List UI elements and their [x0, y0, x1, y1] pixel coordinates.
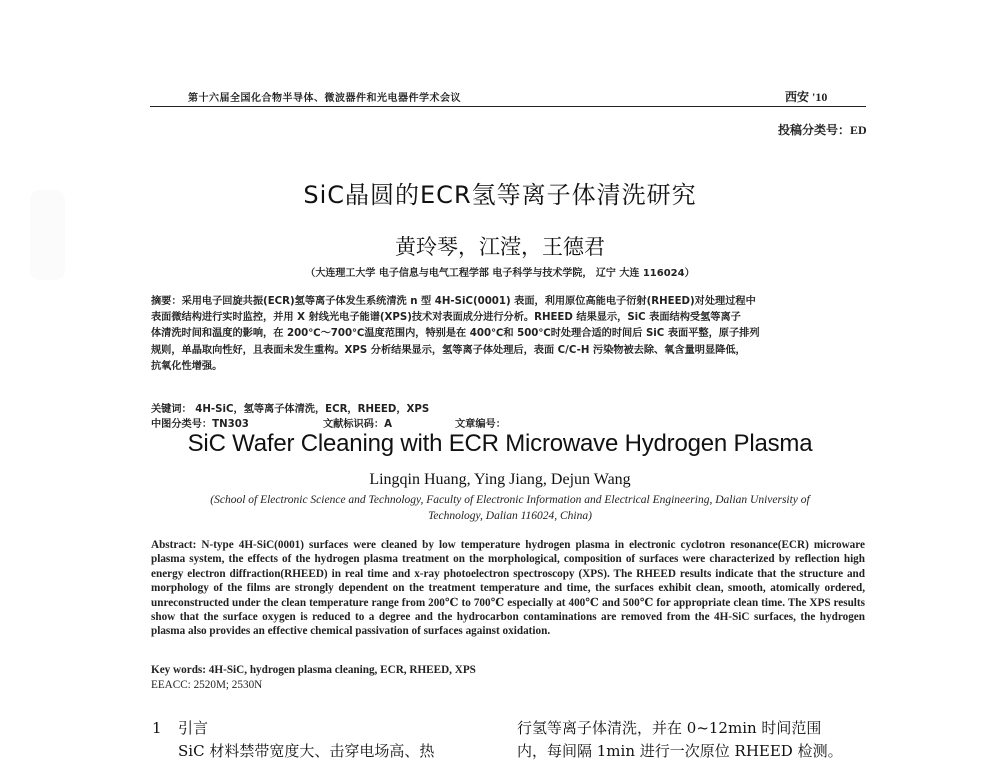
english-affiliation: (School of Electronic Science and Technology, Faculty of Electronic Information and Electrical Engineering, Dalian University of Technology, Dalian 116024, China) [210, 494, 810, 522]
chinese-abstract-line: 表面微结构进行实时监控，并用 X 射线光电子能谱(XPS)技术对表面成分进行分析。RHEED 结果显示，SiC 表面结构受氢等离子 [151, 312, 741, 324]
article-number: 文章编号： [455, 419, 506, 430]
classification-number: 投稿分类号：ED [778, 123, 867, 137]
chinese-metadata [151, 415, 865, 430]
english-keywords: Key words: 4H-SiC, hydrogen plasma cleaning, ECR, RHEED, XPS [151, 664, 476, 676]
chinese-abstract-line: 抗氧化性增强。 [151, 360, 223, 372]
header-rule [150, 106, 866, 107]
chinese-abstract-line: 摘要：采用电子回旋共振(ECR)氢等离子体发生系统清洗 n 型 4H-SiC(0001) 表面，利用原位高能电子衍射(RHEED)对处理过程中 [151, 296, 756, 307]
abstract-label: 摘要： [151, 296, 182, 307]
chinese-abstract-line: 体清洗时间和温度的影响，在 200℃～700℃温度范围内，特别是在 400℃和 500℃时处理合适的时间后 SiC 表面平整，原子排列 [151, 328, 760, 340]
left-column-text: SiC 材料禁带宽度大、击穿电场高、热 [178, 742, 435, 760]
clc-number: 中图分类号：TN303 [151, 419, 249, 430]
location-year: 西安 '10 [785, 90, 828, 104]
body-line: 行氢等离子体清洗，并在 0~12min 时间范围 [517, 719, 822, 737]
conference-header: 第十六届全国化合物半导体、微波器件和光电器件学术会议 [188, 93, 461, 104]
section-heading [152, 717, 208, 738]
english-title: SiC Wafer Cleaning with ECR Microwave Hydrogen Plasma [187, 430, 813, 457]
section-number: 1 [152, 719, 162, 737]
chinese-title: SiC晶圆的ECR氢等离子体清洗研究 [303, 181, 697, 209]
chinese-affiliation: （大连理工大学 电子信息与电气工程学部 电子科学与技术学院， 辽宁 大连 116024） [305, 268, 695, 279]
chinese-abstract-line: 规则，单晶取向性好，且表面未发生重构。XPS 分析结果显示，氢等离子体处理后，表面 C/C-H 污染物被去除、氧含量明显降低， [151, 344, 746, 356]
english-authors: Lingqin Huang, Ying Jiang, Dejun Wang [369, 471, 631, 488]
document-code: 文献标识码：A [323, 419, 393, 430]
chinese-keywords: 关键词： 4H-SiC，氢等离子体清洗，ECR，RHEED，XPS [151, 404, 430, 415]
chinese-authors: 黄玲琴，江滢，王德君 [395, 235, 605, 259]
right-column-text [517, 717, 877, 763]
chinese-abstract [151, 294, 865, 375]
section-title: 引言 [178, 719, 209, 737]
english-abstract: Abstract: N-type 4H-SiC(0001) surfaces were cleaned by low temperature hydrogen plasma in electronic cyclotron resonance(ECR) microware plasma system, the effects of the hydrogen plasma treatment on the morphological, composition of surfaces were characterized by reflection high energy electron diffraction(RHEED) in real time and x-ray photoelectron spectroscopy (XPS). The RHEED results indicate that the structure and morphology of the films are strongly dependent on the treatment temperature and time, the surfaces exhibit clean, smooth, atomically ordered, unreconstructed under the clean temperature range from 200℃ to 700℃ especially at 400℃ and 500℃ for appropriate clean time. The XPS results show that the surface oxygen is reduced to a degree and the hydrocarbon contaminations are removed from the 4H-SiC surfaces, the hydrogen plasma also provides an effective chemical passivation of surfaces against oxidation. [151, 539, 865, 638]
body-line: 内，每间隔 1min 进行一次原位 RHEED 检测。 [517, 742, 843, 760]
eeacc-codes: EEACC: 2520M; 2530N [151, 679, 263, 691]
